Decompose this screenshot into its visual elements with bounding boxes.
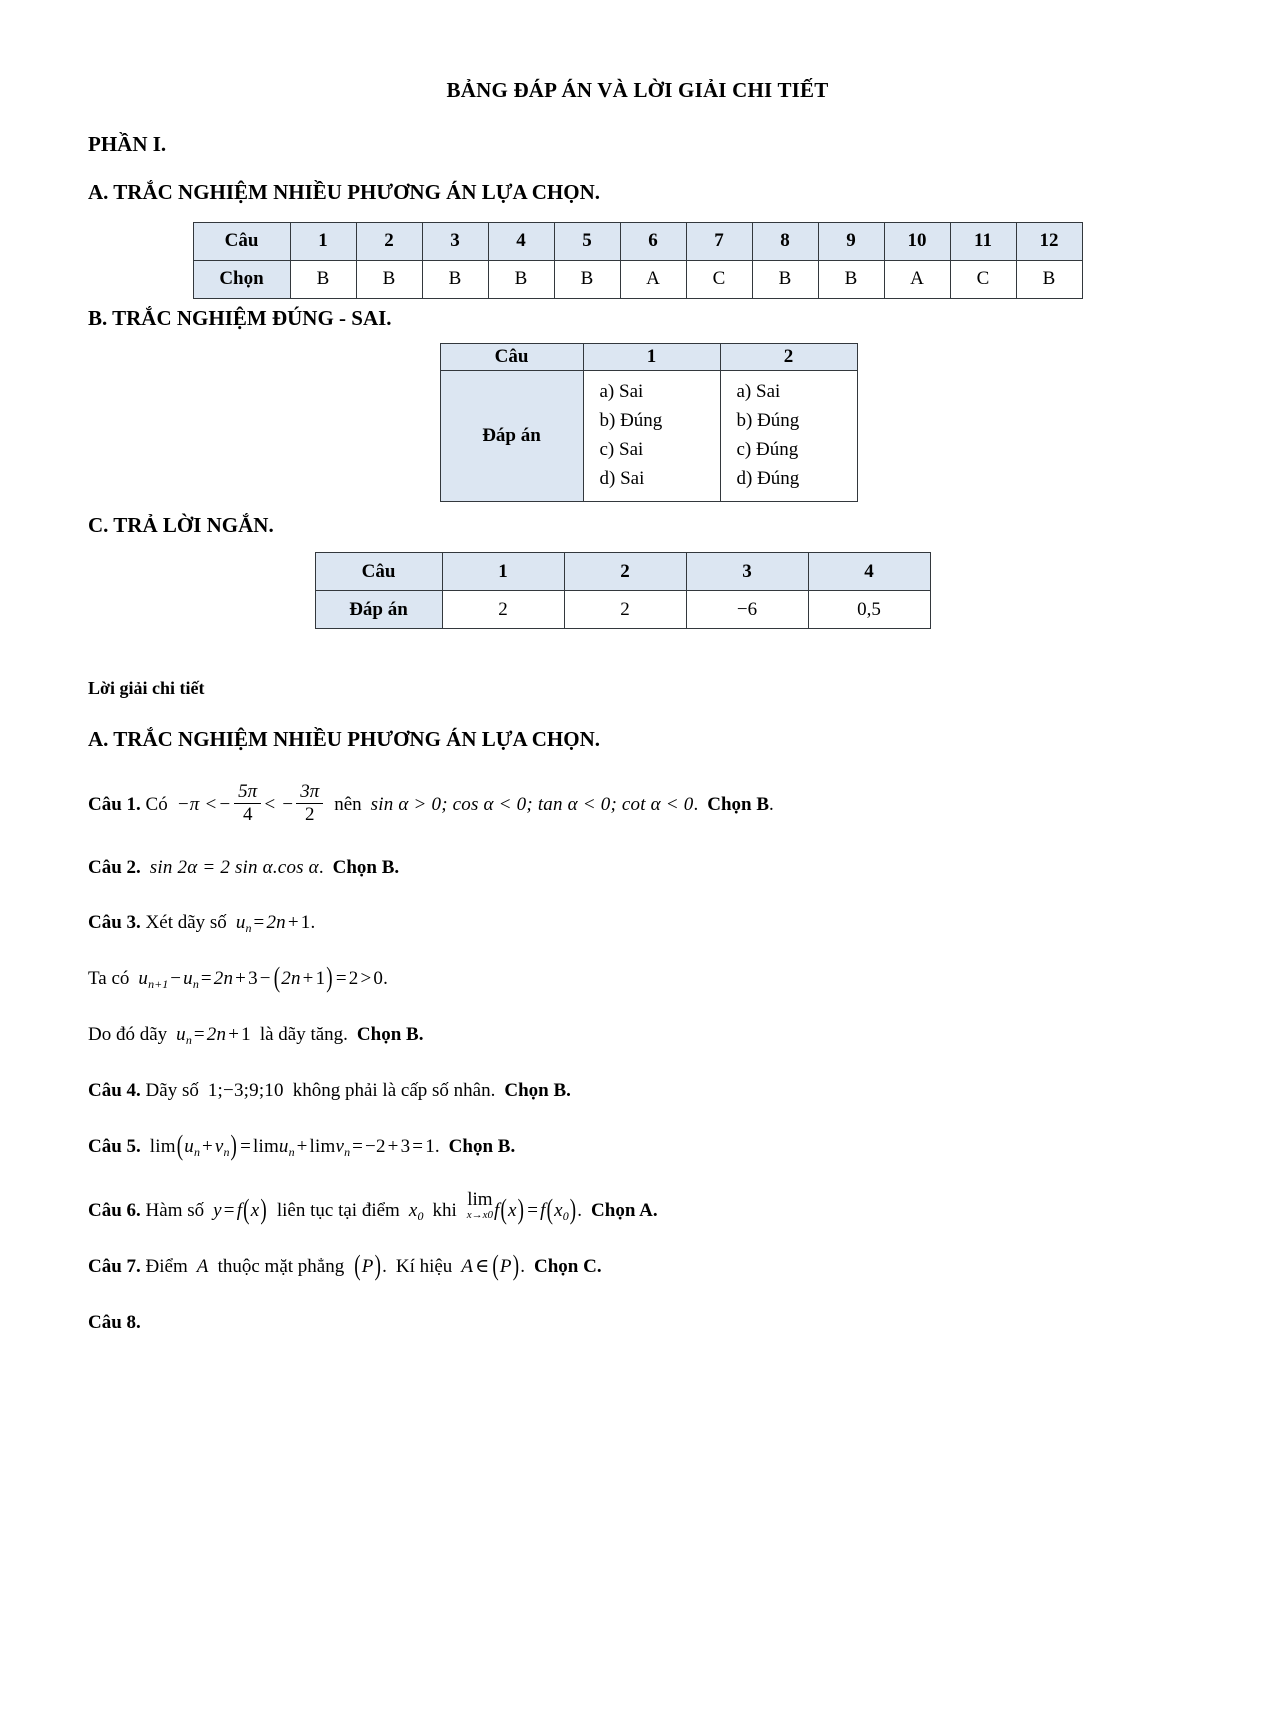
table-row xyxy=(440,343,857,370)
solution-cau-3-conclusion xyxy=(88,1022,1187,1048)
solution-expr-1a: −π < xyxy=(176,794,218,816)
solutions-label: Lời giải chi tiết xyxy=(88,678,205,699)
solution-period-7: . xyxy=(382,1256,387,1278)
solution-cau-6 xyxy=(88,1189,1187,1227)
solution-expr-3b: $u_{n+1} - u_n = 2n + 3 - (2n + 1) = 2 > 0$ xyxy=(138,962,384,995)
mcq-answer-4: B xyxy=(488,260,554,298)
mcq-question-4: 4 xyxy=(488,222,554,260)
solution-text-1: Có xyxy=(145,794,168,816)
tf-row-label-answer: Đáp án xyxy=(440,370,583,501)
tf-q2-c: c) Đúng xyxy=(736,439,799,461)
solution-expr-2: sin 2α = 2 sin α.cos α xyxy=(149,856,319,878)
tf-q2-d: d) Đúng xyxy=(736,468,800,490)
solution-text-mid-1: nên xyxy=(334,794,362,816)
solutions-section-heading-a: A. TRẮC NGHIỆM NHIỀU PHƯƠNG ÁN LỰA CHỌN. xyxy=(88,726,600,751)
table-row xyxy=(193,222,1082,260)
short-question-3: 3 xyxy=(686,553,808,591)
table-row xyxy=(315,591,930,629)
solution-period-1: . xyxy=(693,794,699,816)
mcq-question-1: 1 xyxy=(290,222,356,260)
mcq-question-3: 3 xyxy=(422,222,488,260)
limit-subscript: x→x0 xyxy=(466,1209,493,1222)
mcq-answer-8: B xyxy=(752,260,818,298)
solution-label-8: Câu 8. xyxy=(88,1311,141,1333)
solution-cau-4 xyxy=(88,1078,1187,1104)
solution-mid-1: < − xyxy=(263,794,295,816)
tf-column-1: 1 xyxy=(583,343,720,370)
solution-cau-7 xyxy=(88,1250,1187,1283)
table-row xyxy=(193,260,1082,298)
mcq-answer-12: B xyxy=(1016,260,1082,298)
solution-label-4: Câu 4. xyxy=(88,1080,141,1102)
tf-q2-b: b) Đúng xyxy=(736,410,800,431)
solution-expr-4: 1;−3;9;10 xyxy=(207,1080,284,1102)
solution-expr-6a: y = f(x) xyxy=(213,1194,267,1227)
solution-text-after-4: không phải là cấp số nhân. xyxy=(292,1080,496,1102)
solution-period-5: . xyxy=(434,1136,440,1158)
fraction-denominator: 2 xyxy=(304,803,315,825)
limit-operator xyxy=(467,1190,493,1221)
mcq-question-8: 8 xyxy=(752,222,818,260)
solution-choice-4: Chọn B. xyxy=(504,1080,571,1102)
solution-text-6: Hàm số xyxy=(145,1200,205,1222)
mcq-row-label-question: Câu xyxy=(193,222,290,260)
tf-q1-c: c) Sai xyxy=(599,439,644,461)
solution-expr-6b: $x_0$ xyxy=(408,1200,424,1223)
solution-text-mid-6: liên tục tại điểm xyxy=(276,1200,400,1222)
solution-end-1: . xyxy=(769,794,774,816)
table-row xyxy=(440,370,857,501)
fraction-3pi-over-2 xyxy=(296,782,323,825)
part-label: PHẦN I. xyxy=(88,132,167,157)
page-title: BẢNG ĐÁP ÁN VÀ LỜI GIẢI CHI TIẾT xyxy=(446,78,829,102)
mcq-question-12: 12 xyxy=(1016,222,1082,260)
solution-text-7: Điểm xyxy=(145,1256,188,1278)
mcq-question-6: 6 xyxy=(620,222,686,260)
solution-label-7: Câu 7. xyxy=(88,1256,141,1278)
solution-choice-7: Chọn C. xyxy=(534,1256,602,1278)
solution-label-5: Câu 5. xyxy=(88,1136,141,1158)
tf-q1-d: d) Sai xyxy=(599,468,645,490)
solution-expr-7a: A xyxy=(196,1256,209,1278)
fraction-numerator: 5π xyxy=(238,781,258,803)
mcq-answer-11: C xyxy=(950,260,1016,298)
short-answer-2: 2 xyxy=(564,591,686,629)
solution-choice-3: Chọn B. xyxy=(356,1024,424,1046)
solution-cau-5 xyxy=(88,1130,1187,1163)
solution-text-3: Xét dãy số xyxy=(145,912,227,934)
solution-period-2: . xyxy=(318,856,324,878)
short-answer-1: 2 xyxy=(442,591,564,629)
mcq-answer-9: B xyxy=(818,260,884,298)
section-heading-a: A. TRẮC NGHIỆM NHIỀU PHƯƠNG ÁN LỰA CHỌN. xyxy=(88,180,600,205)
table-row xyxy=(315,553,930,591)
solution-expr-5: $\lim(u_n + v_n) = \lim u_n + \lim v_n = -2 + 3 = 1$ xyxy=(149,1130,435,1163)
tf-row-label-question: Câu xyxy=(440,343,583,370)
solution-expr-3: $u_n = 2n + 1$ xyxy=(235,912,311,936)
solution-label-2: Câu 2. xyxy=(88,856,141,878)
true-false-table-wrap xyxy=(88,343,1187,502)
solution-cau-3-step xyxy=(88,962,1187,995)
mcq-answer-7: C xyxy=(686,260,752,298)
mcq-answer-10: A xyxy=(884,260,950,298)
mcq-answer-2: B xyxy=(356,260,422,298)
solution-label-3: Câu 3. xyxy=(88,912,141,934)
table-true-false xyxy=(440,343,858,502)
solution-choice-6: Chọn A. xyxy=(591,1200,658,1222)
mcq-question-5: 5 xyxy=(554,222,620,260)
document-page xyxy=(0,78,1275,1728)
solution-period2-7: . xyxy=(520,1256,526,1278)
solution-text-mid2-6: khi xyxy=(432,1200,457,1222)
mcq-answer-1: B xyxy=(290,260,356,298)
solution-cau-8 xyxy=(88,1310,1187,1336)
short-row-label-answer: Đáp án xyxy=(315,591,442,629)
section-heading-c: C. TRẢ LỜI NGẮN. xyxy=(88,513,274,538)
solution-expr-3c: $u_n = 2n + 1$ xyxy=(176,1024,251,1048)
solution-text-after-3c: là dãy tăng. xyxy=(259,1024,348,1046)
fraction-numerator: 3π xyxy=(300,781,320,803)
tf-q2-a: a) Sai xyxy=(736,380,781,402)
section-heading-b: B. TRẮC NGHIỆM ĐÚNG - SAI. xyxy=(88,305,392,330)
solution-label-6: Câu 6. xyxy=(88,1200,141,1222)
solution-text-3b: Ta có xyxy=(88,968,130,990)
mcq-question-10: 10 xyxy=(884,222,950,260)
fraction-denominator: 4 xyxy=(242,803,253,825)
mcq-question-7: 7 xyxy=(686,222,752,260)
solution-choice-2: Chọn B. xyxy=(332,856,400,878)
solution-label-1: Câu 1. xyxy=(88,794,141,816)
solution-expr-6c: $f(x) = f(x_0)$ xyxy=(494,1194,577,1227)
solution-cau-1: Câu 1. Có −π < − $\frac{5\pi}{4}$ < − $\frac{3\pi}{2}$ nên sin α > 0; cos α < 0; tan α < 0; cot α < 0. Chọn B. xyxy=(88,781,774,825)
solution-choice-1: Chọn B xyxy=(707,794,770,816)
tf-cell-q2 xyxy=(720,370,857,501)
mcq-question-9: 9 xyxy=(818,222,884,260)
short-answer-4: 0,5 xyxy=(808,591,930,629)
short-row-label-question: Câu xyxy=(315,553,442,591)
solution-period-3: . xyxy=(310,912,316,934)
mcq-answer-6: A xyxy=(620,260,686,298)
solution-text-mid-7: thuộc mặt phẳng xyxy=(217,1256,345,1278)
table-short-answer xyxy=(315,552,931,629)
solution-text-mid2-7: Kí hiệu xyxy=(395,1256,453,1278)
solution-expr-7c: A ∈ (P) xyxy=(461,1250,520,1283)
fraction-5pi-over-4 xyxy=(234,782,261,825)
tf-q1-a: a) Sai xyxy=(599,380,644,402)
mcq-answer-3: B xyxy=(422,260,488,298)
short-answer-table-wrap xyxy=(88,552,1187,629)
mcq-answer-5: B xyxy=(554,260,620,298)
mcq-question-2: 2 xyxy=(356,222,422,260)
solution-choice-5: Chọn B. xyxy=(448,1136,516,1158)
mcq-table-wrap xyxy=(88,222,1187,299)
short-question-1: 1 xyxy=(442,553,564,591)
mcq-row-label-answer: Chọn xyxy=(193,260,290,298)
tf-q1-b: b) Đúng xyxy=(599,410,663,431)
short-question-4: 4 xyxy=(808,553,930,591)
solution-cau-2 xyxy=(88,855,1187,881)
tf-cell-q1 xyxy=(583,370,720,501)
solution-cau-3 xyxy=(88,910,1187,936)
limit-label: lim xyxy=(467,1189,493,1211)
solution-expr-7b: (P) xyxy=(354,1250,382,1283)
solution-expr-1b: sin α > 0; cos α < 0; tan α < 0; cot α < 0 xyxy=(370,794,694,816)
short-question-2: 2 xyxy=(564,553,686,591)
table-multiple-choice xyxy=(193,222,1083,299)
solution-period-6: . xyxy=(577,1200,583,1222)
solution-text-3c: Do đó dãy xyxy=(88,1024,168,1046)
solution-text-4: Dãy số xyxy=(145,1080,199,1102)
short-answer-3: −6 xyxy=(686,591,808,629)
mcq-question-11: 11 xyxy=(950,222,1016,260)
tf-column-2: 2 xyxy=(720,343,857,370)
solution-period-3b: . xyxy=(383,968,388,990)
